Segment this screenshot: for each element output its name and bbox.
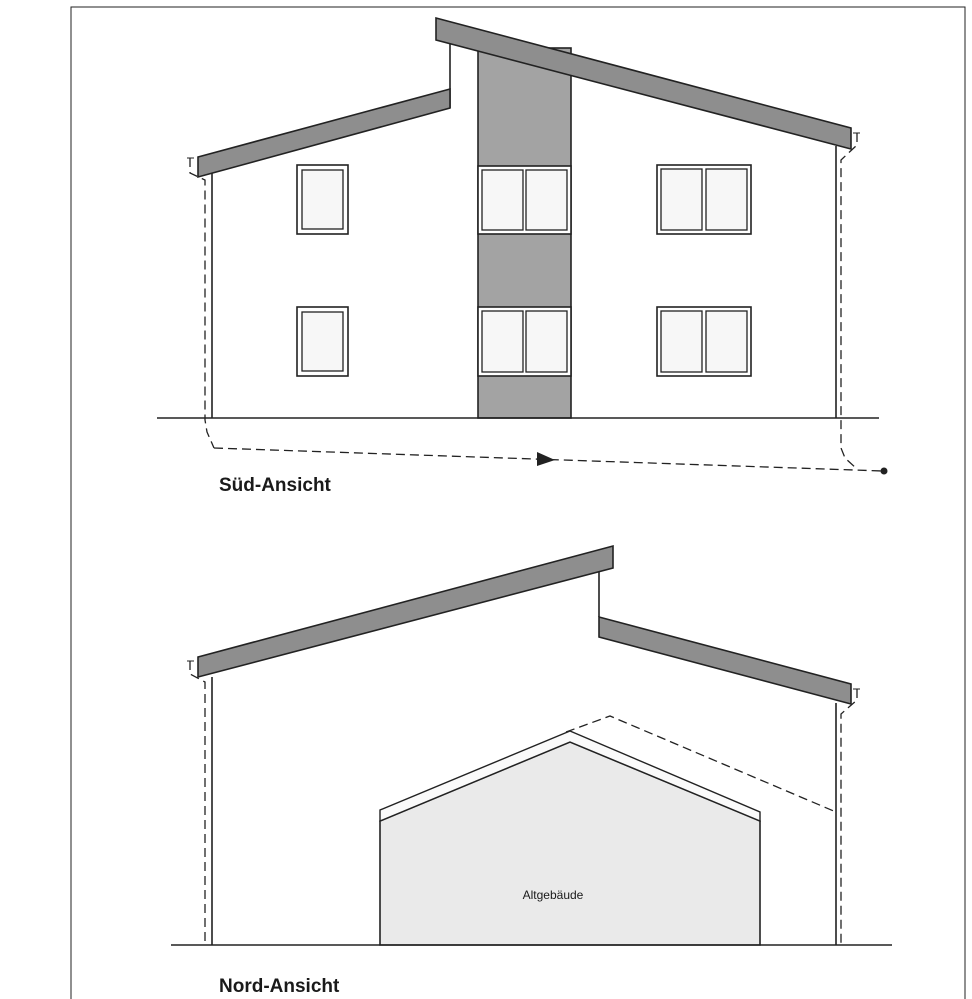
north-downpipe-right xyxy=(841,689,860,945)
old-building xyxy=(380,731,760,945)
south-view-title: Süd-Ansicht xyxy=(219,475,331,496)
south-window-center-upper xyxy=(478,166,571,234)
south-window-left-lower xyxy=(297,307,348,376)
north-right-roof xyxy=(599,617,851,704)
south-window-center-lower xyxy=(478,307,571,376)
north-downpipe-left xyxy=(187,661,205,945)
south-elevation xyxy=(157,18,888,496)
south-window-right-upper xyxy=(657,165,751,234)
old-building-label: Altgebäude xyxy=(522,888,584,902)
south-window-right-lower xyxy=(657,307,751,376)
south-left-roof xyxy=(198,89,450,177)
drainage-endpoint-icon xyxy=(881,468,888,475)
north-left-roof xyxy=(198,546,613,677)
flow-arrow-icon xyxy=(537,452,555,466)
north-elevation xyxy=(171,546,892,997)
south-downpipe-left xyxy=(187,158,214,448)
south-window-left-upper xyxy=(297,165,348,234)
north-view-title: Nord-Ansicht xyxy=(219,976,340,997)
